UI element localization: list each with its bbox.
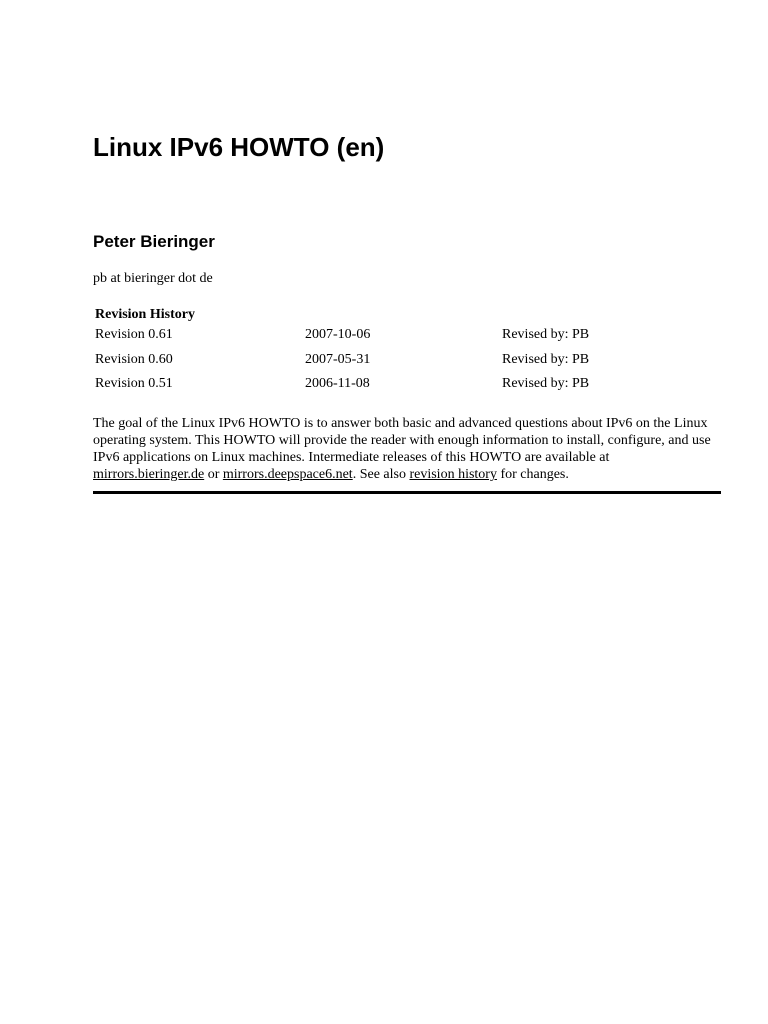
abstract-text: for changes.: [496, 467, 569, 482]
revision-date: 2006-11-08: [305, 376, 370, 391]
link-mirrors-bieringer[interactable]: mirrors.bieringer.de: [93, 467, 205, 482]
revision-number: Revision 0.60: [95, 352, 173, 367]
author-name: Peter Bieringer: [93, 232, 215, 251]
revision-author: Revised by: PB: [502, 352, 590, 367]
revision-row: [95, 375, 721, 393]
link-revision-history[interactable]: revision history: [409, 467, 497, 482]
document-title: Linux IPv6 HOWTO (en): [93, 132, 385, 162]
revision-number: Revision 0.51: [95, 376, 173, 391]
revision-author: Revised by: PB: [502, 327, 590, 342]
abstract-paragraph: [93, 415, 721, 483]
horizontal-rule: [93, 491, 721, 494]
revision-row: [95, 326, 721, 344]
link-mirrors-deepspace6[interactable]: mirrors.deepspace6.net: [222, 467, 353, 482]
abstract-text: The goal of the Linux IPv6 HOWTO is to answer both basic and advanced questions about IPv6 on the Linux operating system. This HOWTO will provide the reader with enough information to install, configure, and use IPv6 applications on Linux machines. Intermediate releases of this HOWTO are available at: [93, 416, 711, 465]
abstract-text: . See also: [352, 467, 410, 482]
revision-date: 2007-10-06: [305, 327, 371, 342]
revision-row: [95, 351, 721, 369]
revision-history-heading: Revision History: [95, 307, 195, 322]
revision-author: Revised by: PB: [502, 376, 590, 391]
revision-date: 2007-05-31: [305, 352, 371, 367]
abstract-text: or: [204, 467, 223, 482]
revision-number: Revision 0.61: [95, 327, 173, 342]
author-email: pb at bieringer dot de: [93, 271, 213, 286]
